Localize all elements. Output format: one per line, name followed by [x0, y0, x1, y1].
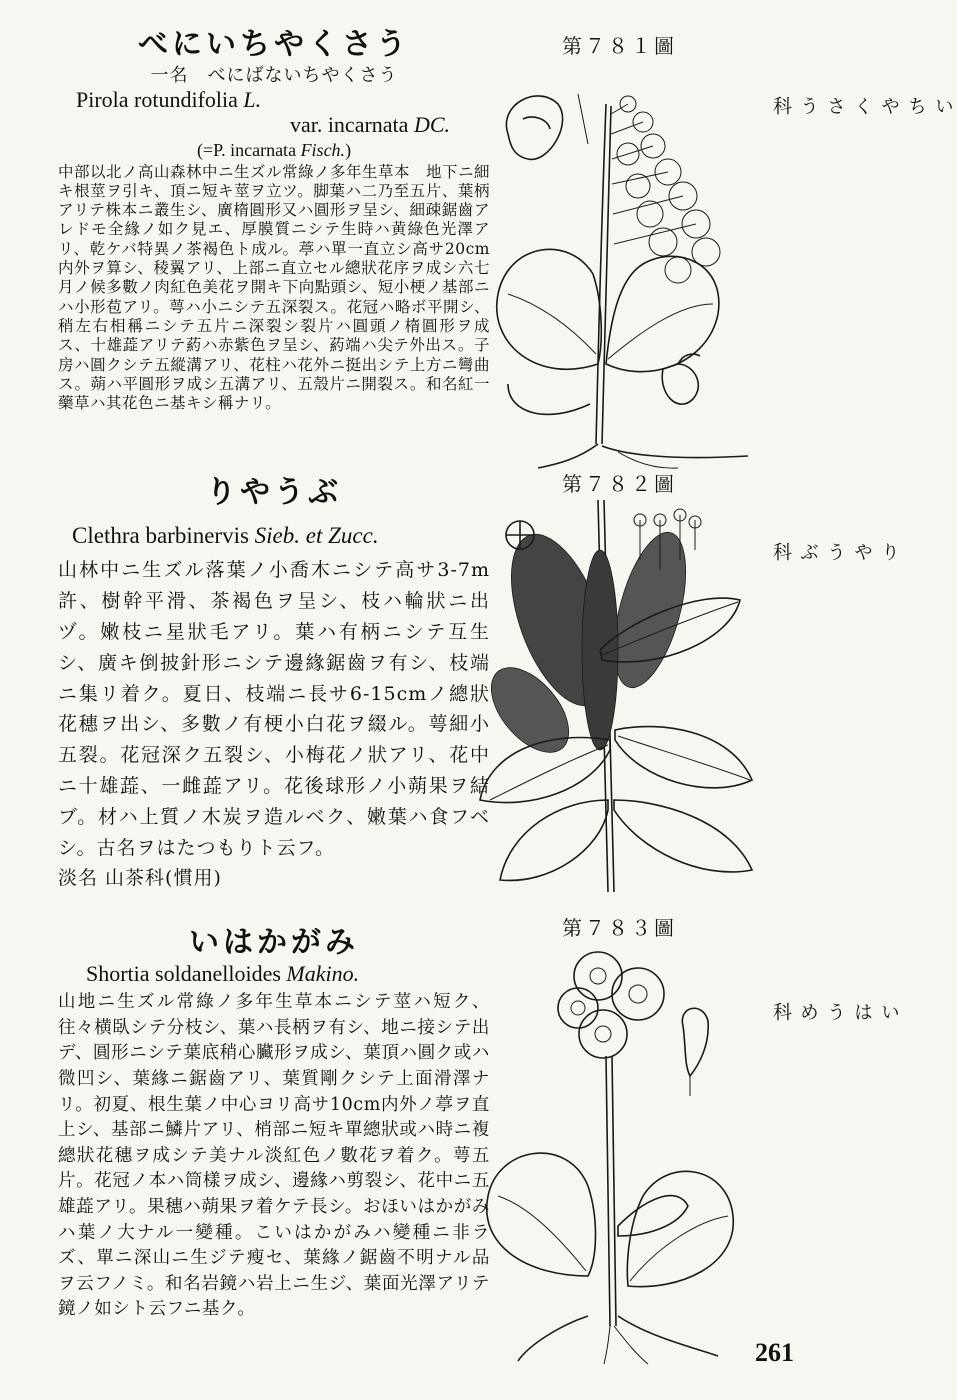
entry-783-latin	[58, 961, 490, 986]
family-781-label: いちやくさう科	[770, 96, 954, 119]
entry-782-text	[58, 476, 490, 894]
pyrola-illustration	[478, 64, 758, 476]
entry-782-title: りやうぶ	[206, 475, 342, 510]
latin-author: L.	[243, 87, 262, 112]
entry-781-title: べにいちやくさう	[138, 27, 410, 62]
variety-author: DC.	[413, 112, 450, 138]
entry-781-alias: 一名 べにばないちやくさう	[150, 65, 398, 86]
shortia-illustration	[478, 946, 748, 1366]
entry-781-text	[58, 28, 490, 413]
entry-781-latin	[58, 87, 490, 112]
entry-782-chinese-name: 淡名 山茶科(慣用)	[58, 867, 222, 890]
clethra-illustration	[490, 500, 760, 892]
entry-783-body: 山地ニ生ズル常綠ノ多年生草本ニシテ莖ハ短ク、往々横臥シテ分枝シ、葉ハ長柄ヲ有シ、地ニ接シテ出デ、圓形ニシテ葉底稍心臟形ヲ成シ、葉頂ハ圓ク或ハ微凹シ、葉緣ニ鋸齒アリ、葉質剛クシテ上面滑澤ナリ。初夏、根生葉ノ中心ヨリ高サ10cm内外ノ葶ヲ直上シ、基部ニ鱗片アリ、梢部ニ短キ單總狀或ハ時ニ複總狀花穗ヲ成シテ美ナル淡紅色ノ數花ヲ着ク。萼五片。花冠ノ本ハ筒樣ヲ成シ、邊緣ハ剪裂シ、花中ニ五雄蕋アリ。果穗ハ蒴果ヲ着ケテ長シ。おほいはかがみハ葉ノ大ナル一變種。こいはかがみハ變種ニ非ラズ、單ニ深山ニ生ジテ瘦セ、葉緣ノ鋸齒不明ナル品ヲ云フノミ。和名岩鏡ハ岩上ニ生ジ、葉面光澤アリテ鏡ノ如シト云フニ基ク。	[58, 992, 490, 1320]
family-783-label: いはうめ科	[770, 1002, 900, 1025]
family-782-label: りやうぶ科	[770, 542, 900, 565]
page-number: 261	[755, 1338, 794, 1367]
entry-781-variety	[58, 112, 490, 137]
figure-781-label: 第７８１圖	[562, 34, 677, 58]
entry-781-synonym	[58, 140, 490, 161]
latin-name: Shortia soldanelloides	[86, 961, 281, 986]
synonym-author: Fisch.	[300, 139, 346, 160]
entry-781-body: 中部以北ノ高山森林中ニ生ズル常綠ノ多年生草本 地下ニ細キ根莖ヲ引キ、頂ニ短キ莖ヲ立ツ。脚葉ハ二乃至五片、葉柄アリテ株本ニ叢生シ、廣楕圓形又ハ圓形ヲ呈シ、細疎鋸齒アレドモ全緣ノ如ク見エ、厚膜質ニシテ生時ハ黄綠色光澤アリ、乾ケバ特異ノ茶褐色ト成ル。葶ハ單一直立シ高サ20cm内外ヲ算シ、稜翼アリ、上部ニ直立セル總狀花序ヲ成シ六七月ノ候多數ノ肉紅色美花ヲ開キ下向點頭シ、短小梗ノ基部ニハ小形苞アリ。萼ハ小ニシテ五深裂ス。花冠ハ略ボ平開シ、稍左右相稱ニシテ五片ニ深裂シ裂片ハ圓頭ノ楕圓形ヲ成ス、十雄蕋アリテ葯ハ赤紫色ヲ呈シ、葯端ハ尖テ外出ス。子房ハ圓クシテ五縱溝アリ、花柱ハ花外ニ挺出シテ上方ニ彎曲ス。蒴ハ平圓形ヲ成シ五溝アリ、五殼片ニ開裂ス。和名紅一藥草ハ其花色ニ基キシ稱ナリ。	[58, 162, 491, 413]
latin-author: Sieb. et Zucc.	[254, 523, 379, 548]
variety-name: var. incarnata	[289, 112, 409, 138]
entry-782-latin	[58, 523, 490, 549]
synonym-prefix: (=P. incarnata	[196, 139, 297, 160]
entry-783-text	[58, 926, 490, 1323]
figure-783-label: 第７８３圖	[562, 916, 677, 940]
synonym-suffix: )	[345, 139, 352, 160]
latin-name: Pirola rotundifolia	[76, 87, 238, 112]
latin-author: Makino.	[286, 961, 360, 986]
latin-name: Clethra barbinervis	[72, 523, 249, 548]
figure-782-label: 第７８２圖	[562, 472, 677, 496]
entry-783-title: いはかがみ	[189, 925, 359, 960]
entry-782-body: 山林中ニ生ズル落葉ノ小喬木ニシテ高サ3-7m許、樹幹平滑、茶褐色ヲ呈シ、枝ハ輪狀ニ出ヅ。嫩枝ニ星狀毛アリ。葉ハ有柄ニシテ互生シ、廣キ倒披針形ニシテ邊緣鋸齒ヲ有シ、枝端ニ集リ着ク。夏日、枝端ニ長サ6-15cmノ總狀花穗ヲ出シ、多數ノ有梗小白花ヲ綴ル。萼細小五裂。花冠深ク五裂シ、小梅花ノ狀アリ、花中ニ十雄蕋、一雌蕋アリ。花後球形ノ小蒴果ヲ結ブ。材ハ上質ノ木炭ヲ造ルベク、嫩葉ハ食フベシ。古名ヲはたつもりト云フ。	[58, 559, 490, 859]
